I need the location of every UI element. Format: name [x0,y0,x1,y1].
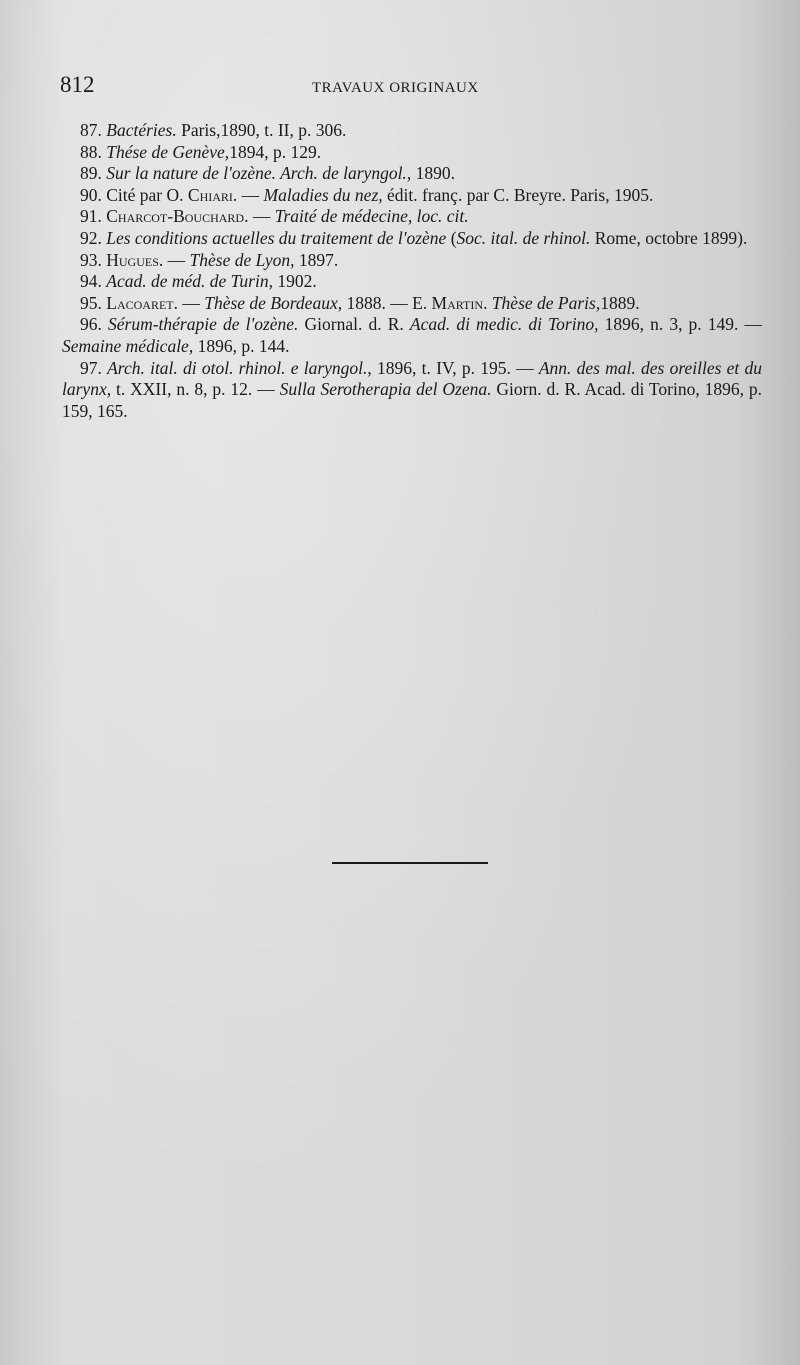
reference-title: Acad. di medic. di Torino, [409,314,599,335]
reference-item [62,142,762,164]
reference-item [62,271,762,293]
reference-title: Les conditions actuelles du traitement de l'ozène [106,227,447,248]
reference-author: Charcot-Bouchard [106,206,245,227]
reference-text: 1896, p. 144. [193,335,290,356]
reference-text: . [483,292,492,313]
reference-title: Thése de Genève, [106,141,230,162]
reference-text: ( [446,227,457,248]
reference-text: . — [173,292,205,313]
reference-text: 1897. [294,249,339,270]
reference-text: Giorn. d. R. Acad. di Torino, 1896, p. 159, 165. [62,379,762,421]
reference-author: Lacoaret [106,292,174,313]
reference-author: Chiari [187,184,233,205]
reference-number: 96. [80,314,102,335]
reference-text: . — [158,249,190,270]
reference-item [62,206,762,228]
reference-title: Maladies du nez, [263,184,383,205]
reference-title: Sérum-thérapie de l'ozène. [108,314,299,335]
reference-title: Thèse de Paris, [491,292,601,313]
reference-title: Sulla Serotherapia del Ozena. [279,379,492,400]
reference-title: Arch. ital. di otol. rhinol. e laryngol. [107,357,368,378]
reference-number: 92. [80,227,102,248]
reference-item [62,314,762,357]
reference-title: Ann. des mal. des oreilles et du larynx, [62,357,762,400]
reference-item [62,185,762,207]
reference-number: 87. [80,120,102,140]
running-head: TRAVAUX ORIGINAUX [312,80,479,96]
reference-number: 97. [80,357,102,378]
reference-text: , 1890. [406,163,455,184]
reference-text: Giornal. d. R. [298,314,410,335]
reference-title: Acad. de méd. de Turin, [106,271,273,292]
page-header [60,72,760,106]
reference-text: Paris,1890, t. II, p. 306. [176,120,347,140]
reference-number: 95. [80,292,102,313]
reference-text: édit. franç. par C. Breyre. Paris, 1905. [382,184,654,205]
reference-text: Cité par O. [101,184,188,205]
reference-text: . — [232,184,264,205]
reference-title: Thèse de Lyon, [189,249,295,270]
reference-title: Soc. ital. de rhinol. [456,227,591,248]
reference-text: 1888. — E. [342,292,432,313]
reference-text: . — [244,206,275,227]
end-rule [332,862,488,864]
page-number: 812 [60,72,95,97]
reference-item [62,163,762,185]
reference-number: 93. [80,249,102,270]
reference-title: Bactéries. [106,120,177,140]
reference-text: t. XXII, n. 8, p. 12. — [111,379,280,400]
reference-author: Martin [431,292,484,313]
reference-number: 88. [80,141,102,162]
reference-text: 1894, p. 129. [229,141,322,162]
reference-author: Hugues [106,249,159,270]
reference-title: Traité de médecine, loc. cit. [274,206,469,227]
reference-item [62,293,762,315]
reference-item [62,250,762,272]
reference-title: Semaine médicale, [62,335,194,356]
reference-title: Thèse de Bordeaux, [204,292,343,313]
reference-list [62,120,762,422]
reference-text: 1902. [272,271,317,292]
reference-text: Rome, octobre 1899). [590,227,748,248]
reference-number: 90. [80,184,102,205]
reference-text: 1889. [600,292,640,313]
reference-title: Sur la nature de l'ozène. Arch. de laryngol. [106,163,407,184]
reference-item [62,228,762,250]
reference-item [62,120,762,142]
reference-number: 94. [80,271,102,292]
reference-item [62,358,762,423]
reference-text: , 1896, t. IV, p. 195. — [367,357,539,378]
reference-number: 89. [80,163,102,184]
reference-text: 1896, n. 3, p. 149. — [598,314,763,335]
reference-number: 91. [80,206,102,227]
